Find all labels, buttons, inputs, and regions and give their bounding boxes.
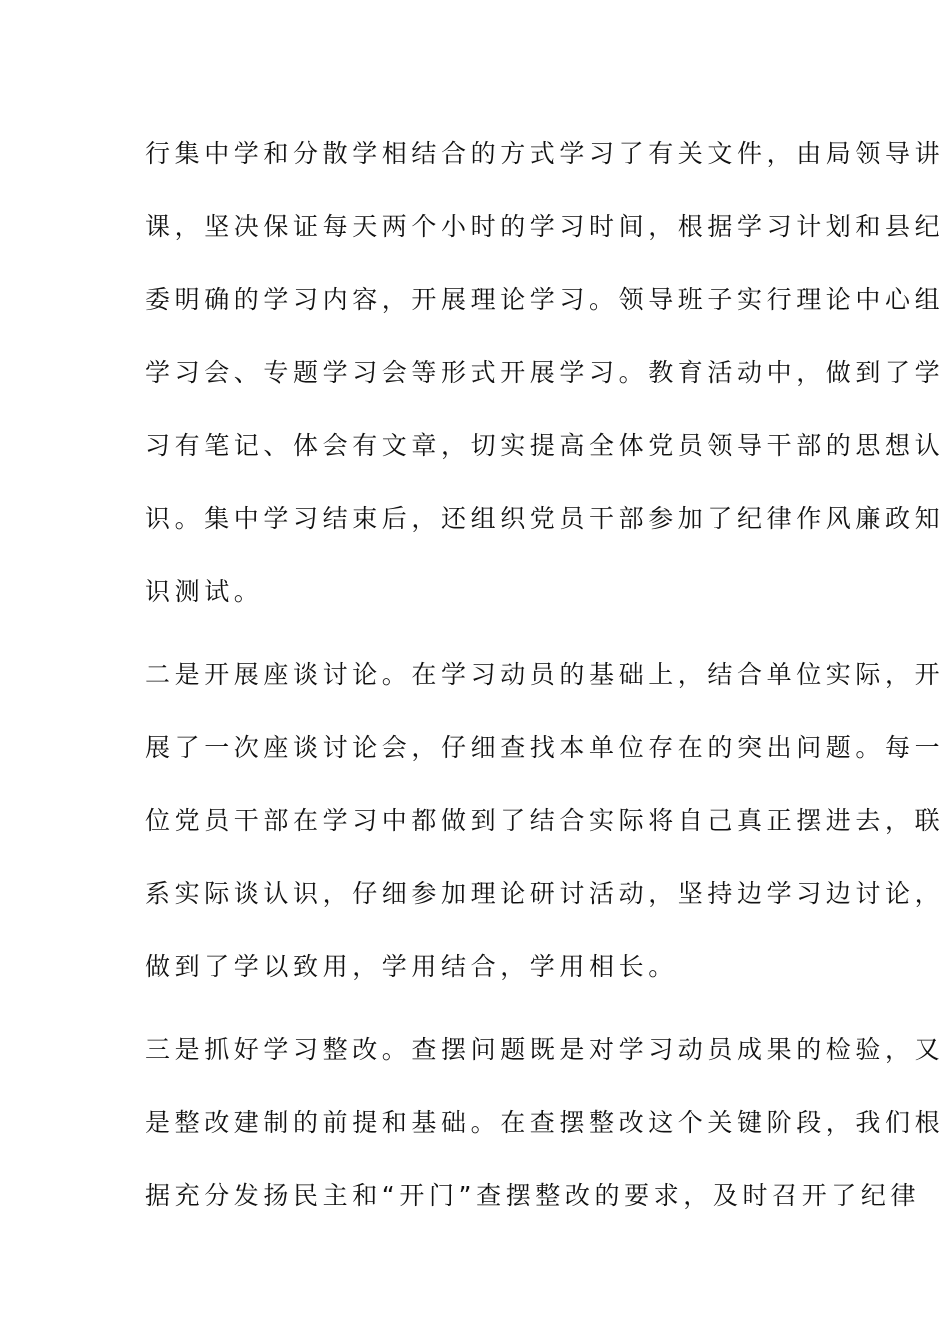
text-line: 做到了学以致用，学用结合，学用相长。: [145, 952, 678, 981]
text-line: 位党员干部在学习中都做到了结合实际将自己真正摆进去，联: [145, 806, 945, 835]
text-line: 二是开展座谈讨论。在学习动员的基础上，结合单位实际，开: [145, 660, 945, 689]
text-line: 课，坚决保证每天两个小时的学习时间，根据学习计划和县纪: [145, 212, 945, 241]
text-line: 识。集中学习结束后，还组织党员干部参加了纪律作风廉政知: [145, 504, 945, 533]
text-line: 据充分发扬民主和“开门”查摆整改的要求，及时召开了纪律: [145, 1181, 921, 1210]
text-line: 委明确的学习内容，开展理论学习。领导班子实行理论中心组: [145, 285, 945, 314]
text-line: 三是抓好学习整改。查摆问题既是对学习动员成果的检验，又: [145, 1035, 945, 1064]
text-line: 识测试。: [145, 577, 264, 606]
text-line: 展了一次座谈讨论会，仔细查找本单位存在的突出问题。每一: [145, 733, 945, 762]
text-line: 习有笔记、体会有文章，切实提高全体党员领导干部的思想认: [145, 431, 945, 460]
text-line: 学习会、专题学习会等形式开展学习。教育活动中，做到了学: [145, 358, 945, 387]
text-line: 系实际谈认识，仔细参加理论研讨活动，坚持边学习边讨论，: [145, 879, 945, 908]
text-line: 是整改建制的前提和基础。在查摆整改这个关键阶段，我们根: [145, 1108, 945, 1137]
text-line: 行集中学和分散学相结合的方式学习了有关文件，由局领导讲: [145, 139, 945, 168]
